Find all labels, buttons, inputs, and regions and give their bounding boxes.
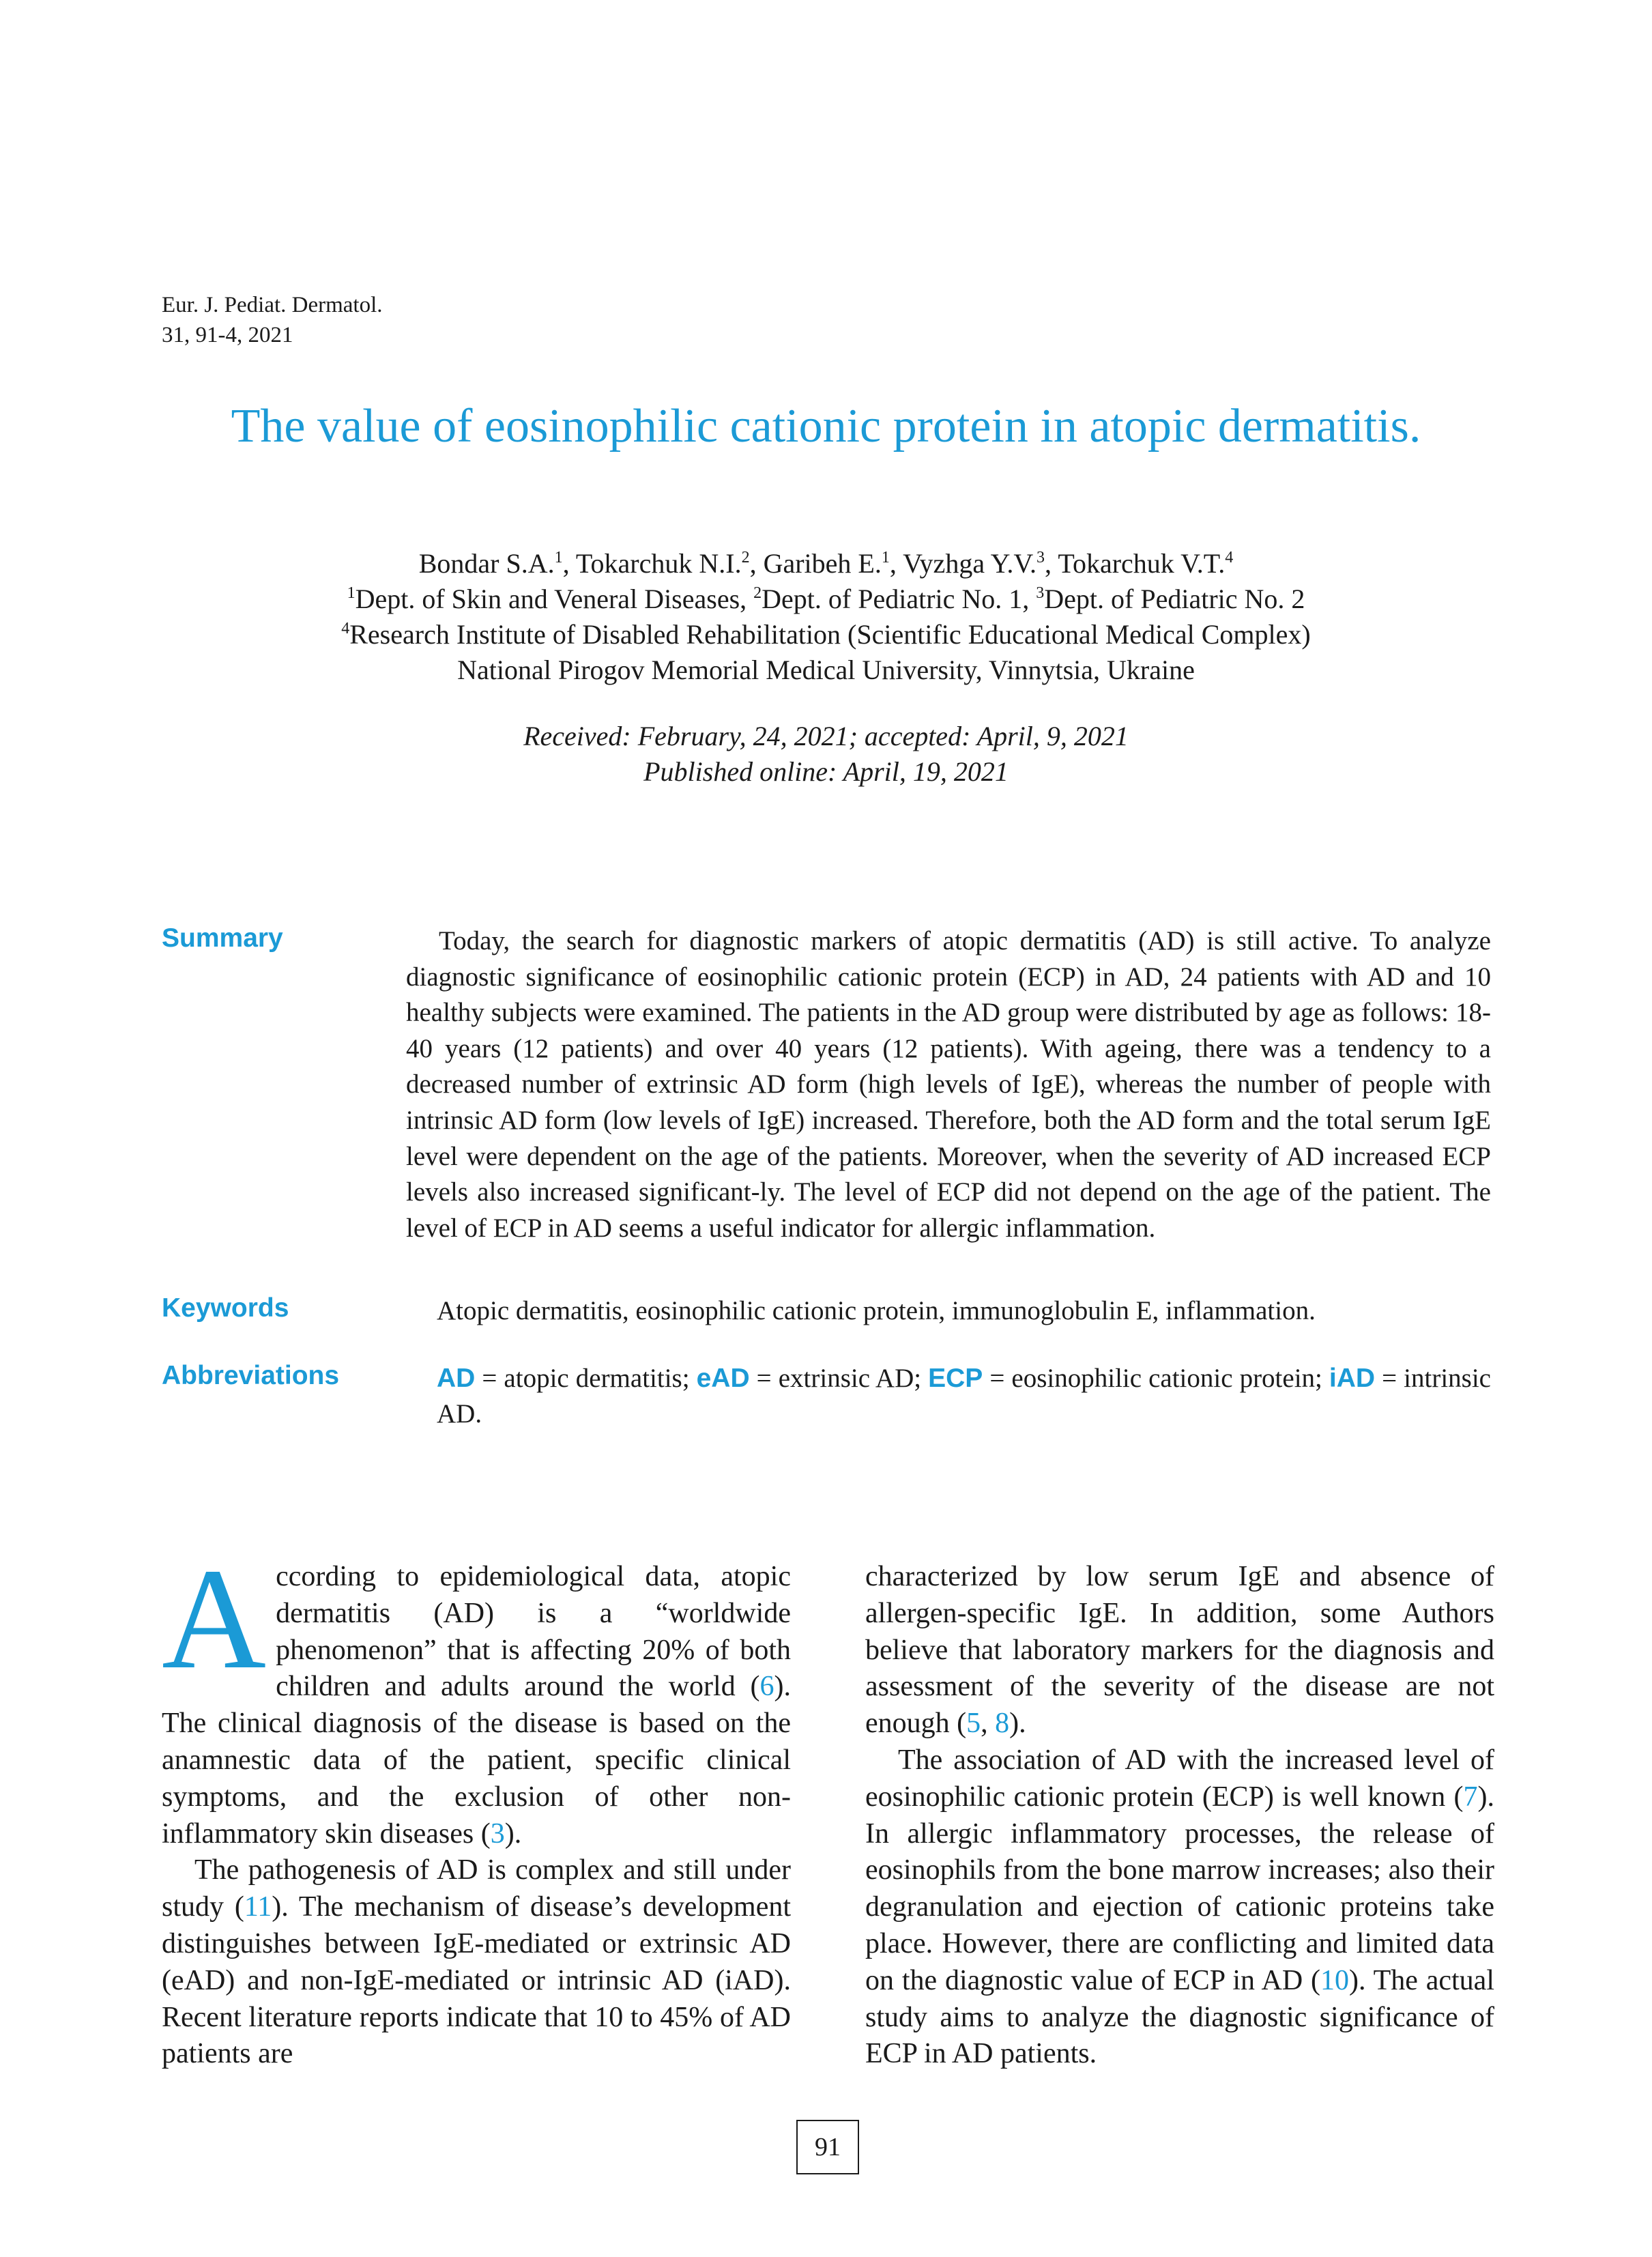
body-paragraph: The association of AD with the increased level of eosinophilic cationic protein (ECP) is well known (7). In allergic inflammatory processes, the release of eosinophils from the bone marrow increases; also their degranulation and ejection of cationic proteins take place. However, there are conflicting and limited data on the diagnostic value of ECP in AD (10). The actual study aims to analyze the diagnostic significance of ECP in AD patients.: [865, 1744, 1494, 2070]
abbreviations-text: AD = atopic dermatitis; eAD = extrinsic AD; ECP = eosinophilic cationic protein; iAD = intrinsic AD.: [437, 1364, 1491, 1428]
abbr-term: iAD: [1329, 1364, 1376, 1393]
reference-link[interactable]: 7: [1463, 1781, 1478, 1813]
affiliation-institute: $^4$Research Institute of Disabled Rehabilitation (Scientific Educational Medical Complex): [341, 619, 1311, 650]
abbr-term: AD: [437, 1364, 476, 1393]
body-column-right: [865, 1559, 1494, 2073]
body-paragraph: The pathogenesis of AD is complex and still under study (11). The mechanism of disease’s development distinguishes between IgE-mediated or extrinsic AD (eAD) and non-IgE-mediated or intrinsic AD (iAD). Recent literature reports indicate that 10 to 45% of AD patients are: [162, 1854, 792, 2070]
article-title: The value of eosinophilic cationic protein in atopic dermatitis.: [231, 400, 1421, 452]
author-list: Bondar S.A.$^1$, Tokarchuk N.I.$^2$, Garibeh E.$^1$, Vyzhga Y.V.$^3$, Tokarchuk V.T.$^4$: [418, 548, 1234, 579]
received-date: Received: February, 24, 2021; accepted: April, 9, 2021: [523, 721, 1129, 751]
journal-name: Eur. J. Pediat. Dermatol.: [162, 293, 383, 317]
affiliation-university: National Pirogov Memorial Medical University, Vinnytsia, Ukraine: [457, 655, 1195, 685]
reference-link[interactable]: 5: [966, 1708, 981, 1740]
journal-volume: 31, 91-4, 2021: [162, 323, 293, 347]
keywords-text: Atopic dermatitis, eosinophilic cationic protein, immunoglobulin E, inflammation.: [437, 1296, 1316, 1325]
article-dates: [0, 719, 1652, 790]
affiliation-departments: $^1$Dept. of Skin and Veneral Diseases, $^2$Dept. of Pediatric No. 1, $^3$Dept. of Pediatric No. 2: [347, 584, 1305, 614]
reference-link[interactable]: 3: [490, 1817, 505, 1850]
body-paragraph: According to epidemiological data, atopic dermatitis (AD) is a “worldwide phenomenon” that is affecting 20% of both children and adults around the world (6). The clinical diagnosis of the disease is based on the anamnestic data of the patient, specific clinical symptoms, and the exclusion of other non-inflammatory skin diseases (3).: [162, 1538, 791, 1850]
drop-cap: A: [162, 1538, 267, 1699]
body-paragraph: characterized by low serum IgE and absence of allergen-specific IgE. In addition, some Authors believe that laboratory markers for the diagnosis and assessment of the severity of the disease are not enough (5, 8).: [865, 1561, 1494, 1740]
abbreviations-label: Abbreviations: [162, 1361, 340, 1390]
summary-text: Today, the search for diagnostic markers of atopic dermatitis (AD) is still active. To analyze diagnostic significance of eosinophilic cationic protein (ECP) in AD, 24 patients with AD and 10 healthy subjects were examined. The patients in the AD group were distributed by age as follows: 18-40 years (12 patients) and over 40 years (12 patients). With ageing, there was a tendency to a decreased number of extrinsic AD form (high levels of IgE), whereas the number of people with intrinsic AD form (low levels of IgE) increased. Therefore, both the AD form and the total serum IgE level were dependent on the age of the patients. Moreover, when the severity of AD increased ECP levels also increased significant-ly. The level of ECP did not depend on the age of the patient. The level of ECP in AD seems a useful indicator for allergic inflammation.: [406, 926, 1491, 1243]
reference-link[interactable]: 6: [759, 1671, 774, 1703]
abbr-term: eAD: [696, 1364, 750, 1393]
published-date: Published online: April, 19, 2021: [643, 756, 1009, 787]
abbr-term: ECP: [928, 1364, 983, 1393]
keywords-label: Keywords: [162, 1293, 289, 1323]
journal-citation: [162, 290, 383, 350]
author-block: [0, 546, 1652, 688]
reference-link[interactable]: 10: [1320, 1964, 1350, 1996]
reference-link[interactable]: 8: [995, 1708, 1010, 1740]
page-number: 91: [796, 2120, 859, 2174]
reference-link[interactable]: 11: [244, 1891, 272, 1923]
summary-label: Summary: [162, 923, 283, 953]
body-column-left: [162, 1538, 792, 2073]
